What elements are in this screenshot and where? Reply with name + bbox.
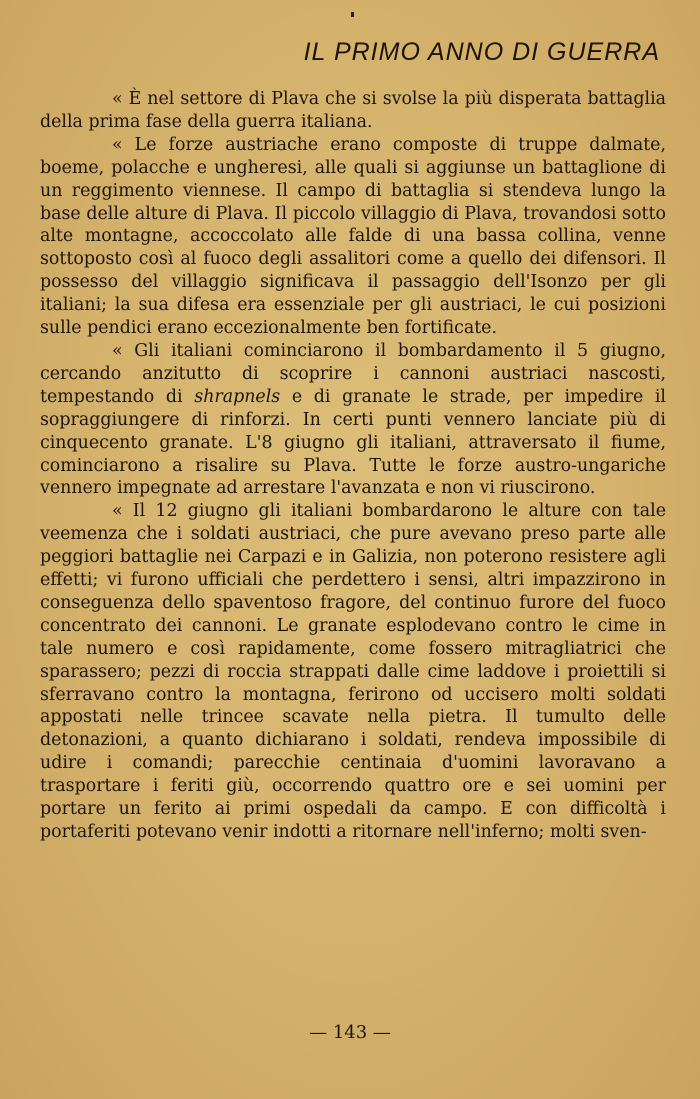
- paragraph-4: « Il 12 giugno gli italiani bombardarono le alture con tale veemenza che i soldati austriaci, che pure avevano preso parte alle peggiori battaglie nei Carpazi e in Galizia, non poterono resistere agli effetti; vi furono ufficiali che perdettero i sensi, altri impazzirono in conseguenza dello spaventoso fragore, del continuo furore del fuoco concentrato dei cannoni. Le granate esplodevano contro le cime in tale numero e così rapidamente, come fossero mitragliatrici che sparassero; pezzi di roccia strappati dalle cime laddove i proiettili si sferravano contro la montagna, ferirono od uccisero molti soldati appostati nelle trincee scavate nella pietra. Il tumulto delle detonazioni, a quanto dichiarano i soldati, rendeva impossibile di udire i comandi; parecchie centinaia d'uomini lavoravano a trasportare i feriti giù, occorrendo quattro ore e sei uomini per portare un ferito ai primi ospedali da campo. E con difficoltà i portaferiti potevano venir indotti a ritornare nell'inferno; molti sven-: [40, 501, 666, 842]
- paragraph-1: « È nel settore di Plava che si svolse la più disperata battaglia della prima fase della guerra italiana.: [40, 89, 666, 132]
- paragraph-2: « Le forze austriache erano composte di truppe dalmate, boeme, polacche e ungheresi, alle quali si aggiunse un battaglione di un reggimento viennese. Il campo di battaglia si stendeva lungo la base delle alture di Plava. Il piccolo villaggio di Plava, trovandosi sotto alte montagne, accoccolato alle falde di una bassa collina, venne sottoposto così al fuoco degli assalitori come a quello dei difensori. Il possesso del villaggio significava il passaggio dell'Isonzo per gli italiani; la sua difesa era essenziale per gli austriaci, le cui posizioni sulle pendici erano eccezionalmente ben fortificate.: [40, 134, 666, 339]
- print-mark: [351, 12, 354, 17]
- paragraph-3: « Gli italiani cominciarono il bombardamento il 5 giugno, cercando anzitutto di scoprire i cannoni austriaci nascosti, tempestando di shrapnels e di granate le strade, per impedire il sopraggiungere di rinforzi. In certi punti vennero lanciate più di cinquecento granate. L'8 giugno gli italiani, attraversato il fiume, cominciarono a risalire su Plava. Tutte le forze austro-ungariche vennero impegnate ad arrestare l'avanzata e non vi riuscirono.: [40, 340, 666, 499]
- page-number: — 143 —: [309, 1022, 391, 1043]
- body-text: [40, 88, 666, 844]
- running-head: IL PRIMO ANNO DI GUERRA: [303, 38, 660, 66]
